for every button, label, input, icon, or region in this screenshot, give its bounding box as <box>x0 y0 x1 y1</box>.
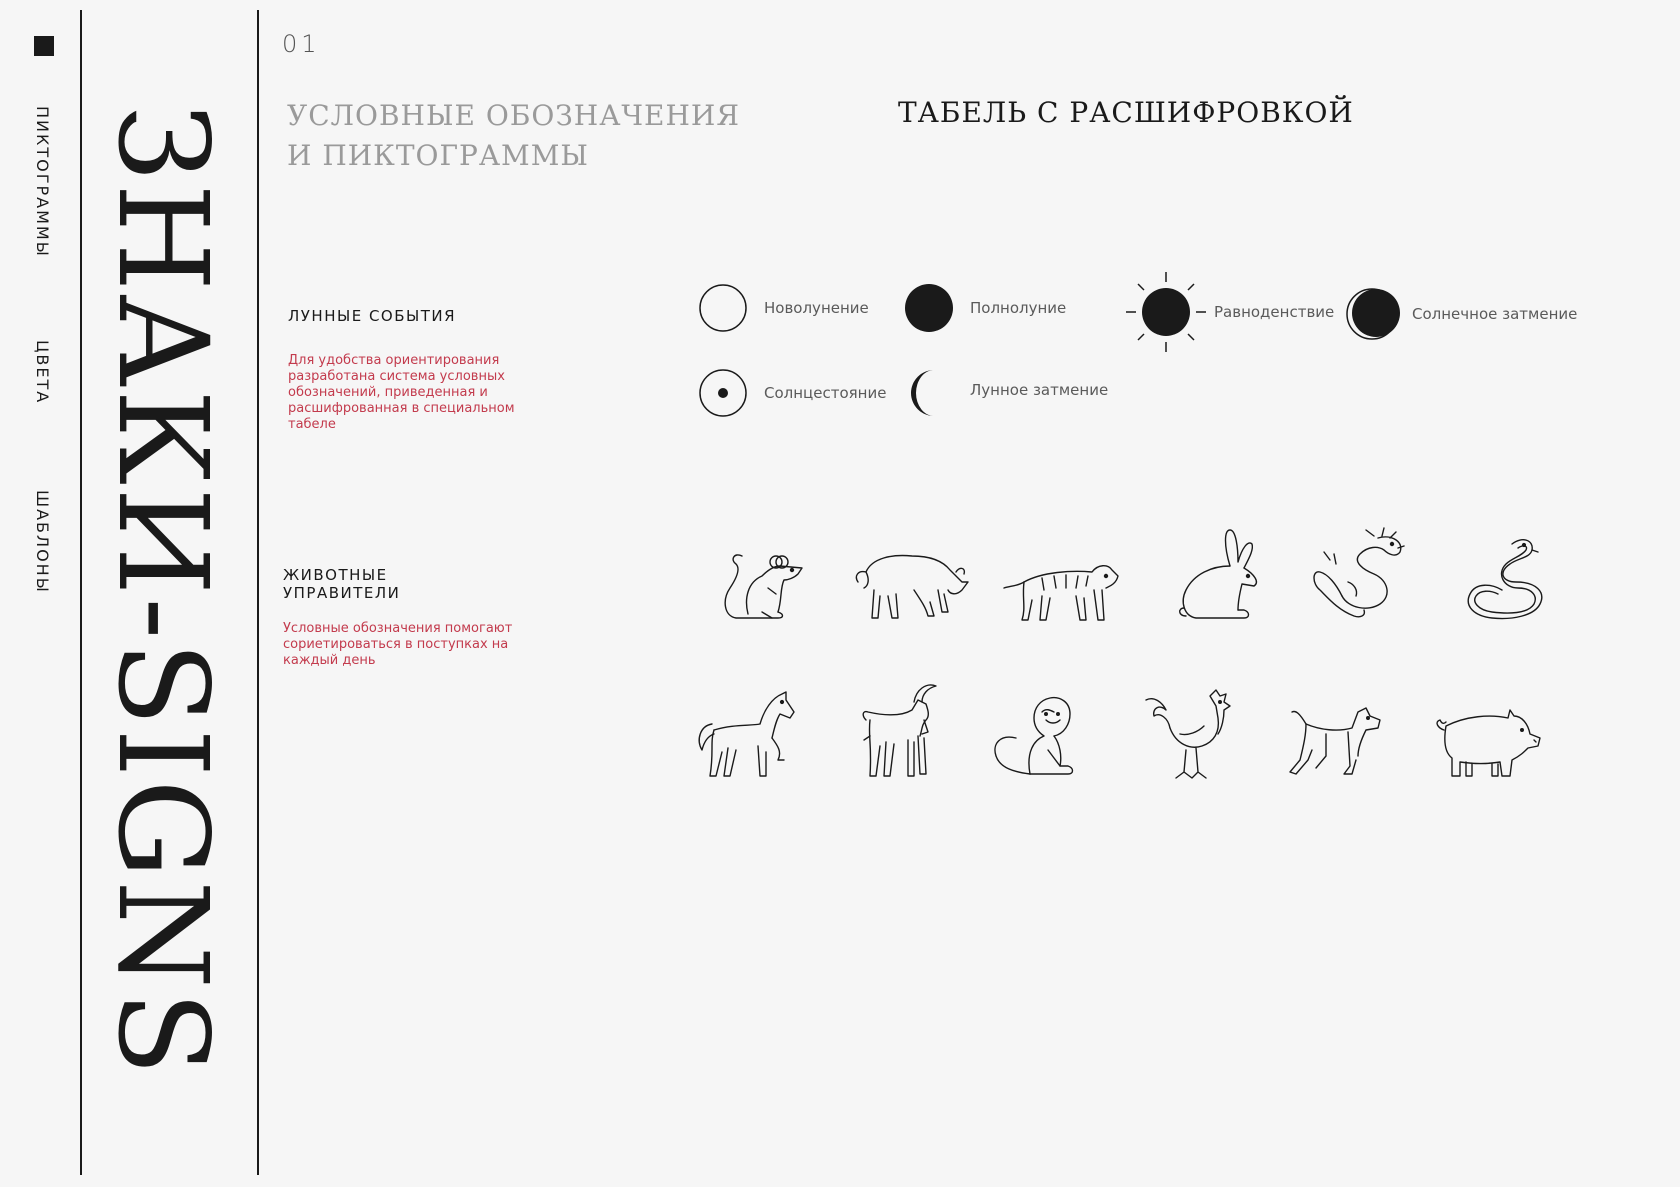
divider-right <box>257 10 259 1175</box>
legend-lunar-eclipse <box>904 368 1108 418</box>
pig-icon <box>1430 708 1542 780</box>
brand-square-icon <box>34 36 54 56</box>
ruling-animals-title <box>283 566 400 602</box>
ruling-animals-title-line-1: ЖИВОТНЫЕ <box>283 566 388 584</box>
rabbit-icon <box>1172 526 1264 622</box>
lunar-events-title: ЛУННЫЕ СОБЫТИЯ <box>288 307 457 325</box>
legend-solstice <box>698 368 886 418</box>
goat-icon <box>856 680 940 780</box>
solar-eclipse-icon <box>1346 286 1402 342</box>
new-moon-icon <box>698 283 748 333</box>
ruling-animals-description: Условные обозначения помогают сориетироваться в поступках на каждый день <box>283 621 513 668</box>
ox-icon <box>852 550 972 622</box>
rat-icon <box>718 548 814 624</box>
nav-item-pictograms[interactable]: ПИКТОГРАММЫ <box>33 106 52 258</box>
solstice-icon <box>698 368 748 418</box>
page-heading-line-2: И ПИКТОГРАММЫ <box>287 139 589 172</box>
page-heading-line-1: УСЛОВНЫЕ ОБОЗНАЧЕНИЯ <box>287 99 740 132</box>
page-heading <box>287 96 740 176</box>
legend-label-full-moon: Полнолуние <box>970 299 1067 317</box>
legend-label-lunar-eclipse: Лунное затмение <box>970 381 1109 399</box>
dragon-icon <box>1308 524 1408 624</box>
dog-icon <box>1286 704 1382 778</box>
legend-new-moon <box>698 283 869 333</box>
table-heading: ТАБЕЛЬ С РАСШИФРОВКОЙ <box>898 96 1354 129</box>
legend-equinox <box>1126 272 1334 352</box>
ruling-animals-title-line-2: УПРАВИТЕЛИ <box>283 584 401 602</box>
page-number: 01 <box>282 30 321 58</box>
legend-solar-eclipse <box>1346 286 1577 342</box>
legend-label-solar-eclipse: Солнечное затмение <box>1412 305 1578 323</box>
lunar-events-description: Для удобства ориентирования разработана система условных обозначений, приведенная и расшифрованная в специальном табеле <box>288 353 515 432</box>
snake-icon <box>1462 534 1548 622</box>
tiger-icon <box>1002 558 1120 624</box>
divider-left <box>80 10 82 1175</box>
legend-label-new-moon: Новолунение <box>764 299 869 317</box>
horse-icon <box>694 690 798 780</box>
rooster-icon <box>1140 688 1232 782</box>
nav-item-templates[interactable]: ШАБЛОНЫ <box>33 490 52 594</box>
equinox-icon <box>1126 272 1206 352</box>
legend-label-solstice: Солнцестояние <box>764 384 887 402</box>
monkey-icon <box>990 694 1080 780</box>
full-moon-icon <box>904 283 954 333</box>
brand-title: ЗНАКИ-SIGNS <box>90 104 234 1078</box>
lunar-eclipse-icon <box>904 368 954 418</box>
legend-full-moon <box>904 283 1066 333</box>
nav-item-colors[interactable]: ЦВЕТА <box>33 340 52 405</box>
legend-label-equinox: Равноденствие <box>1214 303 1335 321</box>
